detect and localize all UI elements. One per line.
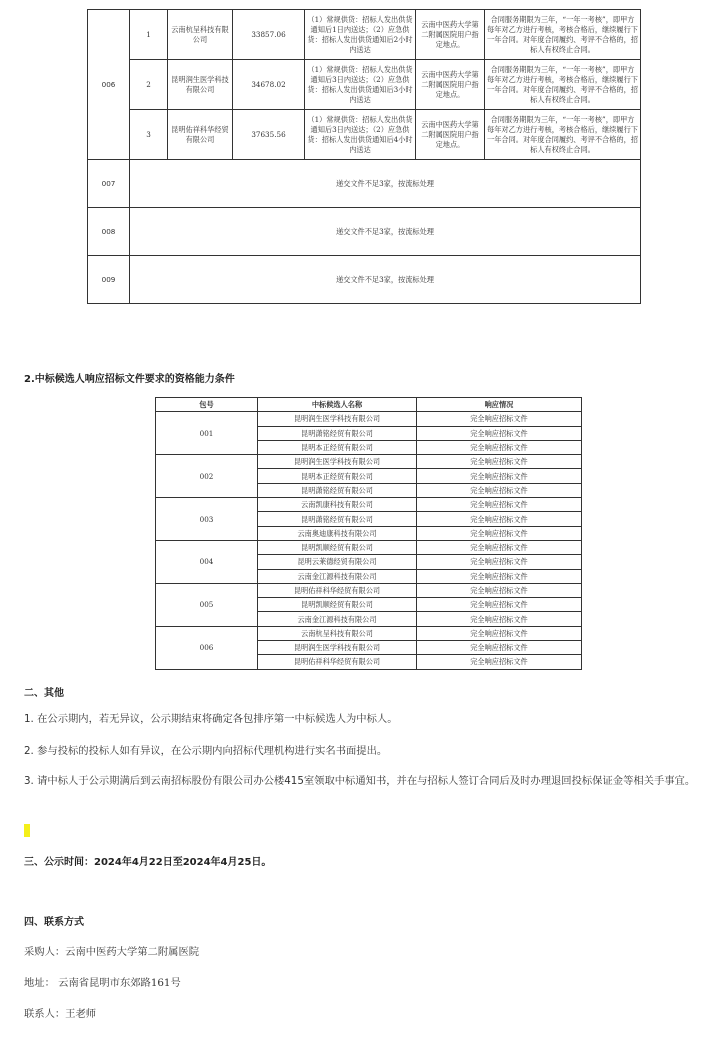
response-status-cell: 完全响应招标文件: [417, 569, 582, 583]
table-row: [156, 498, 582, 512]
package-cell: 005: [156, 583, 258, 626]
price-cell: 37635.56: [233, 110, 305, 160]
contact-address: 地址： 云南省昆明市东郊路161号: [24, 977, 181, 989]
contact-purchaser: 采购人：云南中医药大学第二附属医院: [24, 946, 200, 958]
response-status-cell: 完全响应招标文件: [417, 440, 582, 454]
response-status-cell: 完全响应招标文件: [417, 498, 582, 512]
company-cell: 云南杭呈科技有限公司: [168, 10, 233, 60]
response-status-cell: 完全响应招标文件: [417, 598, 582, 612]
failed-note: 递交文件不足3家，按流标处理: [130, 256, 641, 304]
response-status-cell: 完全响应招标文件: [417, 412, 582, 426]
place-cell: 云南中医药大学第二附属医院用户指定地点。: [416, 10, 485, 60]
response-status-cell: 完全响应招标文件: [417, 540, 582, 554]
notice-item-3: 3. 请中标人于公示期满后到云南招标股份有限公司办公楼415室领取中标通知书，并在与招标人签订合同后及时办理退回投标保证金等相关手事宜。: [24, 775, 696, 787]
package-cell: 009: [88, 256, 130, 304]
header-response: 响应情况: [417, 398, 582, 412]
package-cell: 006: [156, 626, 258, 669]
failed-note: 递交文件不足3家，按流标处理: [130, 160, 641, 208]
candidate-name-cell: 云南金江源科技有限公司: [258, 612, 417, 626]
response-status-cell: 完全响应招标文件: [417, 426, 582, 440]
table-row: [156, 626, 582, 640]
candidate-name-cell: 昆明润生医学科技有限公司: [258, 641, 417, 655]
response-status-cell: 完全响应招标文件: [417, 555, 582, 569]
duration-cell: 合同服务期限为三年，“一年一考核”，即甲方每年对乙方进行考核，考核合格后，继续履行下一年合同。对年度合同履约、考评不合格的，招标人有权终止合同。: [485, 110, 641, 160]
place-cell: 云南中医药大学第二附属医院用户指定地点。: [416, 110, 485, 160]
candidate-name-cell: 昆明佑祥科华经贸有限公司: [258, 583, 417, 597]
table-row: [156, 412, 582, 426]
delivery-cell: （1）常规供货：招标人发出供货通知后3日内送达；（2）应急供货：招标人发出供货通知后3小时内送达: [305, 60, 416, 110]
candidate-name-cell: 昆明本正经贸有限公司: [258, 469, 417, 483]
response-status-cell: 完全响应招标文件: [417, 512, 582, 526]
bid-result-table: [87, 9, 641, 304]
rank-cell: 1: [130, 10, 168, 60]
package-cell: 001: [156, 412, 258, 455]
response-status-cell: 完全响应招标文件: [417, 626, 582, 640]
package-cell: 003: [156, 498, 258, 541]
failed-note: 递交文件不足3家，按流标处理: [130, 208, 641, 256]
response-status-cell: 完全响应招标文件: [417, 583, 582, 597]
response-status-cell: 完全响应招标文件: [417, 455, 582, 469]
response-status-cell: 完全响应招标文件: [417, 483, 582, 497]
table-row: [156, 540, 582, 554]
place-cell: 云南中医药大学第二附属医院用户指定地点。: [416, 60, 485, 110]
table-row: [88, 10, 641, 60]
package-cell: 008: [88, 208, 130, 256]
duration-cell: 合同服务期限为三年，“一年一考核”，即甲方每年对乙方进行考核，考核合格后，继续履行下一年合同。对年度合同履约、考评不合格的，招标人有权终止合同。: [485, 60, 641, 110]
candidate-name-cell: 云南凯康科技有限公司: [258, 498, 417, 512]
candidate-name-cell: 云南奥迪康科技有限公司: [258, 526, 417, 540]
candidate-name-cell: 昆明凯顺经贸有限公司: [258, 540, 417, 554]
candidate-name-cell: 昆明润生医学科技有限公司: [258, 455, 417, 469]
price-cell: 34678.02: [233, 60, 305, 110]
candidate-name-cell: 昆明潇铭经贸有限公司: [258, 426, 417, 440]
candidate-name-cell: 云南金江源科技有限公司: [258, 569, 417, 583]
section-title-contact: 四、联系方式: [24, 917, 84, 928]
table-row: [88, 60, 641, 110]
candidate-name-cell: 昆明佑祥科华经贸有限公司: [258, 655, 417, 669]
section-title-qualification: 2.中标候选人响应招标文件要求的资格能力条件: [24, 374, 235, 385]
candidate-name-cell: 昆明凯顺经贸有限公司: [258, 598, 417, 612]
table-row: [156, 583, 582, 597]
rank-cell: 3: [130, 110, 168, 160]
table-header-row: [156, 398, 582, 412]
notice-item-1: 1. 在公示期内，若无异议，公示期结束将确定各包排序第一中标候选人为中标人。: [24, 713, 398, 725]
qualification-table-body: [156, 412, 582, 669]
header-candidate: 中标候选人名称: [258, 398, 417, 412]
response-status-cell: 完全响应招标文件: [417, 641, 582, 655]
company-cell: 昆明佑祥科华经贸有限公司: [168, 110, 233, 160]
company-cell: 昆明润生医学科技有限公司: [168, 60, 233, 110]
section-title-notice-period: 三、公示时间：2024年4月22日至2024年4月25日。: [24, 857, 272, 868]
rank-cell: 2: [130, 60, 168, 110]
candidate-name-cell: 昆明本正经贸有限公司: [258, 440, 417, 454]
response-status-cell: 完全响应招标文件: [417, 655, 582, 669]
price-cell: 33857.06: [233, 10, 305, 60]
section-title-other: 二、其他: [24, 688, 64, 699]
candidate-name-cell: 昆明云莱德经贸有限公司: [258, 555, 417, 569]
contact-person: 联系人：王老师: [24, 1008, 97, 1020]
table-row: [88, 208, 641, 256]
table-row: [156, 455, 582, 469]
package-cell: 007: [88, 160, 130, 208]
table-row: [88, 160, 641, 208]
candidate-name-cell: 云南杭呈科技有限公司: [258, 626, 417, 640]
candidate-name-cell: 昆明潇铭经贸有限公司: [258, 483, 417, 497]
candidate-name-cell: 昆明潇铭经贸有限公司: [258, 512, 417, 526]
package-cell: 006: [88, 10, 130, 160]
response-status-cell: 完全响应招标文件: [417, 469, 582, 483]
delivery-cell: （1）常规供货：招标人发出供货通知后3日内送达；（2）应急供货：招标人发出供货通知后4小时内送达: [305, 110, 416, 160]
duration-cell: 合同服务期限为三年，“一年一考核”，即甲方每年对乙方进行考核，考核合格后，继续履行下一年合同。对年度合同履约、考评不合格的，招标人有权终止合同。: [485, 10, 641, 60]
qualification-table: [155, 397, 582, 670]
response-status-cell: 完全响应招标文件: [417, 526, 582, 540]
delivery-cell: （1）常规供货：招标人发出供货通知后1日内送达；（2）应急供货：招标人发出供货通知后2小时内送达: [305, 10, 416, 60]
response-status-cell: 完全响应招标文件: [417, 612, 582, 626]
package-cell: 004: [156, 540, 258, 583]
table-row: [88, 256, 641, 304]
notice-item-2: 2. 参与投标的投标人如有异议，在公示期内向招标代理机构进行实名书面提出。: [24, 745, 388, 757]
header-package: 包号: [156, 398, 258, 412]
table-row: [88, 110, 641, 160]
candidate-name-cell: 昆明润生医学科技有限公司: [258, 412, 417, 426]
package-cell: 002: [156, 455, 258, 498]
highlight-marker: [24, 824, 30, 837]
